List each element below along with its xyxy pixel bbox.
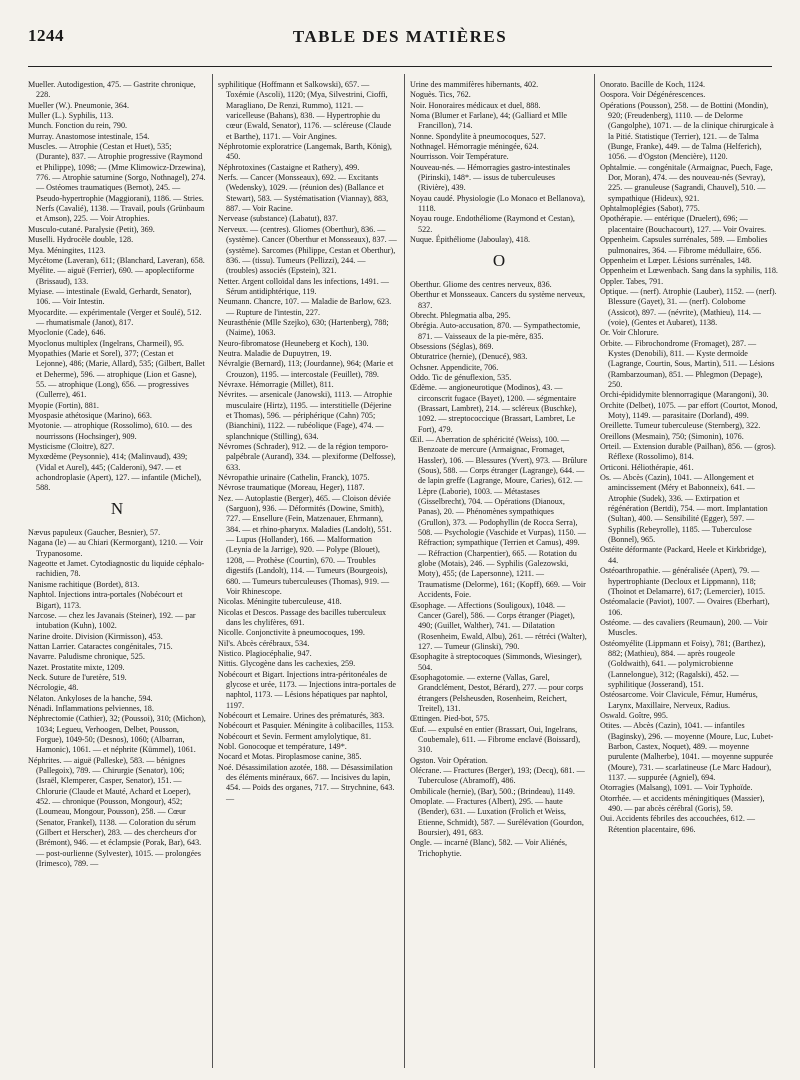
index-entry: Myoclonie (Cade), 646. <box>28 328 106 338</box>
index-entry: Nittis. Glycogène dans les cachexies, 259. <box>218 659 356 669</box>
index-entry: Muller (L.). Syphilis, 113. <box>28 111 114 121</box>
index-entry: Névromes (Schrader), 912. — de la région temporo-palpébrale (Aurand), 334. — plexiforme (Delfosse), 633. <box>218 442 396 472</box>
index-entry: Nævus papuleux (Gaucher, Besnier), 57. <box>28 528 161 538</box>
index-entry: Nobécourt et Sevin. Ferment amylolytique, 81. <box>218 731 371 741</box>
index-entry: Nourrisson. Voir Température. <box>410 152 509 162</box>
index-entry: Ostéoarthropathie. — généralisée (Apert), 79. — hypertrophiante (Decloux et Lippmann), 118; (Thoinot et Delamarre), 617; (Lemercier), 1015. <box>600 566 766 596</box>
index-entry: Ophtalmoplégies (Sabot), 775. <box>600 204 700 214</box>
index-entry: Olécrane. — Fractures (Berger), 193; (Decq), 681. — Tuberculose (Abramoff), 486. <box>410 766 585 786</box>
index-entry: Musculo-cutané. Paralysie (Petit), 369. <box>28 224 155 234</box>
index-entry: Oddo. Tic de génuflexion, 535. <box>410 372 512 382</box>
index-entry: Oberthur et Monsseaux. Cancers du système nerveux, 837. <box>410 290 586 310</box>
index-entry: Otorragies (Malsang), 1091. — Voir Typhoïde. <box>600 783 753 793</box>
index-entry: Navarre. Paludisme chronique, 525. <box>28 652 145 662</box>
index-entry: Obsessions (Séglas), 869. <box>410 341 494 351</box>
index-entry: Orchi-épididymite blennorragique (Marangoni), 30. <box>600 390 769 400</box>
index-entry: Otorrhée. — et accidents méningitiques (Massier), 490. — par abcès cérébral (Goris), 59. <box>600 793 765 814</box>
index-entry: Oreillette. Tumeur tuberculeuse (Sternberg), 322. <box>600 421 761 431</box>
index-entry: Myiase. — intestinale (Ewald, Gerhardt, Senator), 106. — Voir Intestin. <box>28 286 192 307</box>
index-entry: Œil. — Aberration de sphéricité (Weiss), 100. — Benzoate de mercure (Armaignac, Fromaget, Hassler), 106. — Blessures (Yvert), 973. — Brûlure (Sous), 588. — Corps étranger (Lagrange), 644. — de lapin greffe (Lagrange, Moure, Caries), 612. — Lèpre (Laborie), 1003. — Métastases (Gisselbrecht), 704. — Opérations (Dianoux, Panas), 20. — Phénomènes sympathiques (Grullon), 373. — Podophyllin (de Rocca Serra), 508. — Psychologie (Vaschide et Vurpas), 1150. — Réfraction; sympathique (Terrien et Camus), 499. — Réfraction (Charpentier), 665. — Rotation du globe (Motais), 246. — Syphilis (Galezowski, Moty), 455; (de Lapersonne), 1211. — Traumatisme (Delorme), 161; (Kopff), 669. — Voir Accidents, Foie. <box>410 435 588 600</box>
index-entry: Nonne. Spondylite à pneumocoques, 527. <box>410 131 546 141</box>
index-entry: Orticoni. Héliothérapie, 461. <box>600 462 694 472</box>
index-entry: Nanisme rachitique (Bordet), 813. <box>28 579 140 589</box>
index-entry: Nerfs. — Cancer (Monsseaux), 692. — Excitants (Wedensky), 1029. — (réunion des) (Ballance et Stewart), 583. — Systématisation (Viannay), 883, 887. — Voir Racine. <box>218 173 389 214</box>
index-entry: Opothérapie. — entérique (Druelert), 696; — placentaire (Bouchacourt), 127. — Voir Ovaires. <box>600 214 767 234</box>
index-entry: Nicolle. Conjonctivite à pneumocoques, 199. <box>218 628 365 638</box>
index-entry: Oui. Accidents fébriles des accouchées, 612. — Rétention placentaire, 696. <box>600 814 756 834</box>
index-entry: Mueller. Autodigestion, 475. — Gastrite chronique, 228. <box>28 80 196 100</box>
index-entry: Obrecht. Phlegmatia alba, 295. <box>410 310 511 320</box>
index-entry: Néphrotomie exploratrice (Langemak, Barth, König), 450. <box>218 142 392 162</box>
index-entry: Otites. — Abcès (Cazin), 1041. — infantiles (Baginsky), 296. — moyenne (Moure, Luc, Lubet-Barbon, Castex, Noquet), 489. — moyenne purulente (Malherbe), 1041. — moyenne suppurée (Moure), 731. — scarlatineuse (Le Marc Hadour), 1137. — suppurée (Agniel), 694. <box>600 721 774 783</box>
index-entry: Or. Voir Chlorure. <box>600 328 659 338</box>
index-entry: Œttingen. Pied-bot, 575. <box>410 714 490 724</box>
page-number: 1244 <box>28 26 64 45</box>
column-divider <box>212 74 213 1068</box>
index-entry: Opérations (Pousson), 258. — de Bottini (Mondin), 920; (Freudenberg), 1110. — de Delorme (Gangolphe), 1071. — de la clinique chirurgicale à la Pitié. Statistique (Terrier), 121. — de Talma (Bunge, Franke), 449. — de Talma (Helferich), 1056. — d'Ogston (Mencière), 1120. <box>600 100 774 162</box>
index-entry: Nuque. Épithéliome (Jaboulay), 418. <box>410 235 531 245</box>
index-entry: Noyau caudé. Physiologie (Lo Monaco et Bellanova), 1118. <box>410 193 586 214</box>
section-letter: O <box>492 250 506 270</box>
index-entry: Oospora. Voir Dégénérescences. <box>600 90 706 100</box>
index-entry: Ogston. Voir Opération. <box>410 755 488 765</box>
index-column-2 <box>218 80 398 1070</box>
index-entry: Nobécourt et Bigart. Injections intra-péritonéales de glycose et urée, 1173. — Injections intra-portales de naphtol, 1173. — Lésions hépatiques par naphtol, 1197. <box>218 669 397 710</box>
index-entry: Noir. Honoraires médicaux et duel, 888. <box>410 100 541 110</box>
index-entry: Nazet. Prostatite mixte, 1209. <box>28 662 125 672</box>
index-entry: Nothnagel. Hémorragie méningée, 624. <box>410 142 539 152</box>
index-entry: Muscles. — Atrophie (Cestan et Huet), 535; (Durante), 837. — Atrophie progressive (Raymond et Philippe), 1098; — (Mme Klimowicz-Drzewina), 776. — Atrophie saturnine (Sorgo, Nothnagel), 274. — Ostéomes traumatiques (Bernot), 245. — Pseudo-hypertrophie (Maggiorani), 1186. — Stries. Nerfs (Cavalié), 1138. — Travail, pouls (Grünbaum et Amson), 225. — Voir Atrophies. <box>28 142 206 224</box>
index-entry: Nobécourt et Lemaire. Urines des prématurés, 383. <box>218 710 385 720</box>
index-entry: Ostéosarcome. Voir Clavicule, Fémur, Humérus, Larynx, Maxillaire, Nerveux, Radius. <box>600 690 758 710</box>
index-entry: Noma (Blumer et Farlane), 44; (Galliard et Mlle Francillon), 714. <box>410 111 568 131</box>
index-entry: Névrose traumatique (Moreau, Heger), 1187. <box>218 483 365 493</box>
index-entry: Orbite. — Fibrochondrome (Fromaget), 287. — Kystes (Denobili), 811. — Kyste dermoïde (Lagrange, Courtin, Sous, Martin), 511. — Lésions (Rambarzouman), 851. — Phlegmon (Depage), 250. <box>600 338 775 389</box>
header-rule <box>28 66 772 67</box>
index-entry: Mueller (W.). Pneumonie, 364. <box>28 100 130 110</box>
index-entry: Ostéite déformante (Packard, Heele et Kirkbridge), 44. <box>600 545 767 565</box>
index-entry: Oswald. Goître, 995. <box>600 710 668 720</box>
index-entry: Œsophagotomie. — externe (Vallas, Garel, Grandclément, Destot, Bérard), 277. — pour corps étrangers (Pelsheusden, Rosenheim, Reichert, Treitel), 131. <box>410 672 584 713</box>
index-entry: Myopathies (Marie et Sorel), 377; (Cestan et Lejonne), 486; (Marie, Allard), 535; (Gilbert, Ballet et Deherme), 596. — atrophique (Lion et Gasne), 55. — atrophique (Long), 656. — progressives (Cullerre), 461. <box>28 348 205 400</box>
index-entry: Narine droite. Division (Kirmisson), 453. <box>28 631 163 641</box>
index-entry: Obrégia. Auto-accusation, 870. — Sympathectomie, 871. — Vaisseaux de la pie-mère, 835. <box>410 321 581 341</box>
index-entry: Oppler. Tabes, 791. <box>600 276 664 286</box>
index-entry: Névrites. — arsenicale (Janowski), 1113. — Atrophie musculaire (Hirtz), 1195. — interstitielle (Déjerine et Thomas), 596. — périphérique (Cahn) 705; (Bianchini), 1122. — rubéolique (Fage), 474. — splanchnique (Stilling), 634. <box>218 390 393 441</box>
index-entry: Ochsner. Appendicite, 706. <box>410 362 499 372</box>
index-entry: Myotonie. — atrophique (Rossolimo), 610. — des nourrissons (Hochsinger), 909. <box>28 421 193 441</box>
index-entry: Neck. Suture de l'uretère, 519. <box>28 672 127 682</box>
index-entry: Netter. Argent colloïdal dans les infections, 1491. — Sérum antidiphtérique, 119. <box>218 276 389 296</box>
index-entry: Oreillons (Mesmain), 750; (Simonin), 1076. <box>600 431 744 441</box>
index-entry: Néphrectomie (Cathier), 32; (Poussoi), 310; (Michon), 1034; Legueu, Verhoogen, Delbet, Pousson, Forgue), 1049-50; (Desnos), 1060; (Albarran, Hamonic), 1061. — et néphrite (Kümmel), 1061. <box>28 714 206 755</box>
index-entry: Ostéomalacie (Paviot), 1007. — Ovaires (Eberhart), 106. <box>600 597 770 617</box>
index-entry: Ongle. — incarné (Blanc), 582. — Voir Aliénés, Trichophytie. <box>410 838 567 858</box>
index-entry: Noyau rouge. Endothéliome (Raymond et Cestan), 522. <box>410 214 575 234</box>
index-entry: Myoclonus multiplex (Ingelrans, Charmeil), 95. <box>28 338 184 348</box>
index-entry: Muselli. Hydrocèle double, 128. <box>28 235 134 245</box>
index-entry: Orteil. — Extension durable (Pailhan), 856. — (gros). Réflexe (Rossolimo), 814. <box>600 442 776 462</box>
index-entry: Ombilicale (hernie), (Bar), 500.; (Brindeau), 1149. <box>410 786 575 796</box>
index-entry: Oppenheim et Lœwenbach. Sang dans la syphilis, 118. <box>600 266 778 276</box>
index-entry: Œuf. — expulsé en entier (Brassart, Oui, Ingelrans, Coubemale), 611. — Fibrome enclavé (Boissard), 310. <box>410 724 581 755</box>
index-entry: Noguès. Tics, 762. <box>410 90 471 100</box>
index-entry: Myospasie athétosique (Marino), 663. <box>28 411 152 420</box>
index-entry: Nagana (le) — au Chiari (Kermorgant), 1210. — Voir Trypanosome. <box>28 538 204 558</box>
index-entry: Oppenheim. Capsules surrénales, 589. — Embolies pulmonaires, 364. — Fibrome médullaire, 656. <box>600 235 768 255</box>
index-entry: Narcose. — chez les Javanais (Steiner), 192. — par intubation (Kuhn), 1002. <box>28 610 196 631</box>
index-entry: Néphrotoxines (Castaigne et Rathery), 499. <box>218 162 360 172</box>
index-entry: Névralgie (Bernard), 113; (Jourdanne), 964; (Marie et Crouzon), 1195. — intercostale (Feuillet), 789. <box>218 359 394 379</box>
index-entry: Ostéomyélite (Lippmann et Foisy), 781; (Barthez), 882; (Mathieu), 884. — après rougeole (Goldwaith), 641. — polymicrobienne (Lannelongue), 312; (Ragalski), 452. — syphilitique (Josserand), 151. <box>600 638 766 689</box>
index-entry: Mya. Méningites, 1123. <box>28 245 106 255</box>
index-entry: Nicolas. Méningite tuberculeuse, 418. <box>218 597 342 607</box>
index-entry: Optique. — (nerf). Atrophie (Lauber), 1152. — (nerf). Blessure (Gayet), 31. — (nerf). Colobome (Assicot), 897. — (névrite), (Mathieu), 114. — (voie), (Gentes et Aubaret), 1138. <box>600 286 777 327</box>
index-entry: Ophtalmie. — congénitale (Armaignac, Puech, Fage, Dor, Moran), 474. — des nouveau-nés (Sevray), 225. — granuleuse (Sagrandi, Chauvel), 510. — sympathique (Hideux), 921. <box>600 162 773 203</box>
index-entry: Nervease (substance) (Labatut), 837. <box>218 214 338 224</box>
index-entry: Nobl. Gonocoque et température, 149*. <box>218 742 347 751</box>
index-entry: Nageotte et Jamet. Cytodiagnostic du liquide céphalo-rachidien, 78. <box>28 559 205 579</box>
index-entry: Neuro-fibromatose (Heuneberg et Koch), 130. <box>218 338 369 348</box>
index-entry: Myélite. — aiguë (Ferrier), 690. — apoplectiforme (Brissaud), 133. <box>28 266 195 286</box>
index-entry: Omoplate. — Fractures (Albert), 295. — haute (Bender), 631. — Luxation (Frolich et Weiss, Etienne, Schmidt), 587. — Surélévation (Gourdon, Boursier), 491, 683. <box>410 797 584 838</box>
index-entry: Nobécourt et Pasquier. Méningite à colibacilles, 1153. <box>218 721 394 731</box>
index-entry: Myxœdème (Peysonnie), 414; (Malinvaud), 439; (Vidal et Aurel), 445; (Calderoni), 947. — et achondroplasie (Apert), 127. — infantile (Michel), 588. <box>28 452 202 493</box>
index-entry: Neumann. Chancre, 107. — Maladie de Barlow, 623. — Rupture de l'intestin, 227. <box>218 297 392 317</box>
index-entry: Nil's. Abcès cérébraux, 534. <box>218 638 310 648</box>
section-letter: N <box>110 498 124 518</box>
index-entry: Nistico. Plagiocéphalie, 947. <box>218 648 312 658</box>
index-entry: Os. — Abcès (Cazin), 1041. — Allongement et amincissement (Méry et Babonneix), 641. — Atrophie (Sudek), 336. — Extirpation et régénération (Bertdi), 754. — mort. Implantation (Sultan), 400. — Sensibilité (Egger), 597. — Syphilis (Rebeyrolle), 1185. — Tuberculose (Bonnel), 965. <box>600 473 768 545</box>
index-entry: Nez. — Autoplastie (Berger), 465. — Cloison déviée (Sarguon), 936. — Déformités (Dowine, Smith), 727. — Ensellure (Fein, Matzenauer, Ehrmann), 384. — et rhino-pharynx. Maladies (Landolt), 551. — Lupus (Hollander), 166. — Malformation (Leynia de la Jarrige), 920. — Polype (Blouet), 1208, — Prothèse (Courtin), 670. — Troubles digestifs (Landolt), 114. — Tumeurs (Bourgeois), 680. — Tumeurs tuberculeuses (Thomas), 919. — Voir Rhinescope. <box>218 493 392 596</box>
index-entry: Onorato. Bacille de Koch, 1124. <box>600 80 706 89</box>
column-divider <box>594 74 595 1068</box>
index-entry: Obturatrice (hernie), (Denucé), 983. <box>410 352 528 362</box>
column-divider <box>404 74 405 1068</box>
index-entry: Neurasthénie (Mlle Szejko), 630; (Hartenberg), 788; (Naime), 1063. <box>218 317 389 338</box>
index-entry: Neutra. Maladie de Dupuytren, 19. <box>218 348 332 358</box>
index-entry: Œsophage. — Affections (Souligoux), 1048. — Cancer (Garel), 586. — Corps étranger (Piaget), 490; (Guillet, Walther), 741. — Dilatation (Rosenheim, Ewald, Albu), 261. — rétréci (Walter), 127. — Tumeur (Glinski), 790. <box>410 600 587 651</box>
index-entry: Nattan Larrier. Cataractes congénitales, 715. <box>28 641 173 651</box>
index-column-1 <box>28 80 206 1070</box>
index-entry: Murray. Anastomose intestinale, 154. <box>28 131 150 141</box>
index-entry: Nouveau-nés. — Hémorragies gastro-intestinales (Pirinski), 148*. — issus de tuberculeuses (Rivière), 439. <box>410 162 571 193</box>
index-entry: Urine des mammifères hibernants, 402. <box>410 80 539 89</box>
index-entry: Oppenheim et Lœper. Lésions surrénales, 148. <box>600 255 752 265</box>
index-entry: Myopie (Fortin), 881. <box>28 400 99 410</box>
index-entry: Nécrologie, 48. <box>28 683 79 693</box>
index-entry: Nerveux. — (centres). Gliomes (Oberthur), 836. — (système). Cancer (Oberthur et Monsseaux), 837. — (système). Sarcomes (Philippe, Cestan et Oberthur), 836. — (tissu). Tumeurs (Pellizzi), 244. — (troubles) associés (Epstein), 321. <box>218 224 397 276</box>
index-entry: Oberthur. Gliome des centres nerveux, 836. <box>410 279 552 289</box>
index-entry: Nocard et Motas. Piroplasmose canine, 385. <box>218 752 362 762</box>
index-entry: Nicolas et Descos. Passage des bacilles tuberculeux dans les chylifères, 691. <box>218 607 387 627</box>
index-entry: Nélaton. Ankyloses de la hanche, 594. <box>28 693 153 703</box>
index-entry: syphilitique (Hoffmann et Salkowski), 657. — Toxémie (Ascoli), 1120; (Mya, Silvestrini, Cioffi, Maragliano, De Renzi, Rummo), 1121. — varicelleuse (Bahans), 838. — Hypertrophie du cœur (Ewald, Senator), 1176. — scléreuse (Claude et Barthe), 1171. — Voir Angines. <box>218 80 392 141</box>
index-entry: Néphrites. — aiguë (Palleske), 583. — bénignes (Pallegoix), 789. — Chirurgie (Senator), 106; (Israël, Klemperer, Casper, Senator), 151. — Chlorurie (Claude et Mauté, Achard et Loeper), 452. — chronique (Pousson, Mongour), 452; (Loumeau, Mongour, Pousson), 258. — Cœur (Senator, Frankel), 1138. — Coloration du sérum (Gilbert et Herscher), 283. — des chercheurs d'or (Brémont), 946. — et éclampsie (Porak, Bar), 643. — post-ourlienne (Sylvester), 1015. — prolongées (Irimesco), 789. — <box>28 755 202 869</box>
index-entry: Mysticisme (Cloitre), 827. <box>28 442 115 452</box>
index-entry: Nénadi. Inflammations pelviennes, 18. <box>28 703 154 713</box>
page-title: TABLE DES MATIÈRES <box>292 27 508 46</box>
index-entry: Orchite (Delbet), 1075. — par effort (Courtot, Monod, Moty), 1149. — parasitaire (Dorland), 499. <box>600 400 778 420</box>
index-entry: Munch. Fonction du rein, 790. <box>28 121 128 131</box>
index-entry: Névropathie urinaire (Cathelin, Franck), 1075. <box>218 473 370 483</box>
index-column-4 <box>600 80 778 1070</box>
page-header <box>28 26 772 52</box>
index-entry: Naphtol. Injections intra-portales (Nobécourt et Bigart), 1173. <box>28 590 183 610</box>
index-entry: Œdème. — angioneurotique (Modinos), 43. — circonscrit fugace (Bayet), 1200. — ségmentaire (Brassart, Lambret), 214. — scléreux (Buschke), 1092. — streptococcique (Brassart, Lambret, Le Fort), 479. <box>410 383 577 434</box>
index-entry: Névraxe. Hémorragie (Millet), 811. <box>218 379 334 389</box>
index-column-3 <box>410 80 588 1070</box>
index-entry: Noé. Désassimilation azotée, 188. — Désassimilation des éléments minéraux, 667. — Incisives du lapin, 454. — Poids des organes, 717. — Strychnine, 643. — <box>218 762 395 803</box>
index-entry: Myocardite. — expérimentale (Verger et Soulé), 512. — rhumatismale (Janot), 817. <box>28 307 202 327</box>
index-entry: Œsophagite à streptocoques (Simmonds, Wiesinger), 504. <box>410 652 582 672</box>
index-entry: Ostéome. — des cavaliers (Reumaun), 200. — Voir Muscles. <box>600 617 768 638</box>
index-entry: Mycétome (Laveran), 611; (Blanchard, Laveran), 658. <box>28 255 205 265</box>
